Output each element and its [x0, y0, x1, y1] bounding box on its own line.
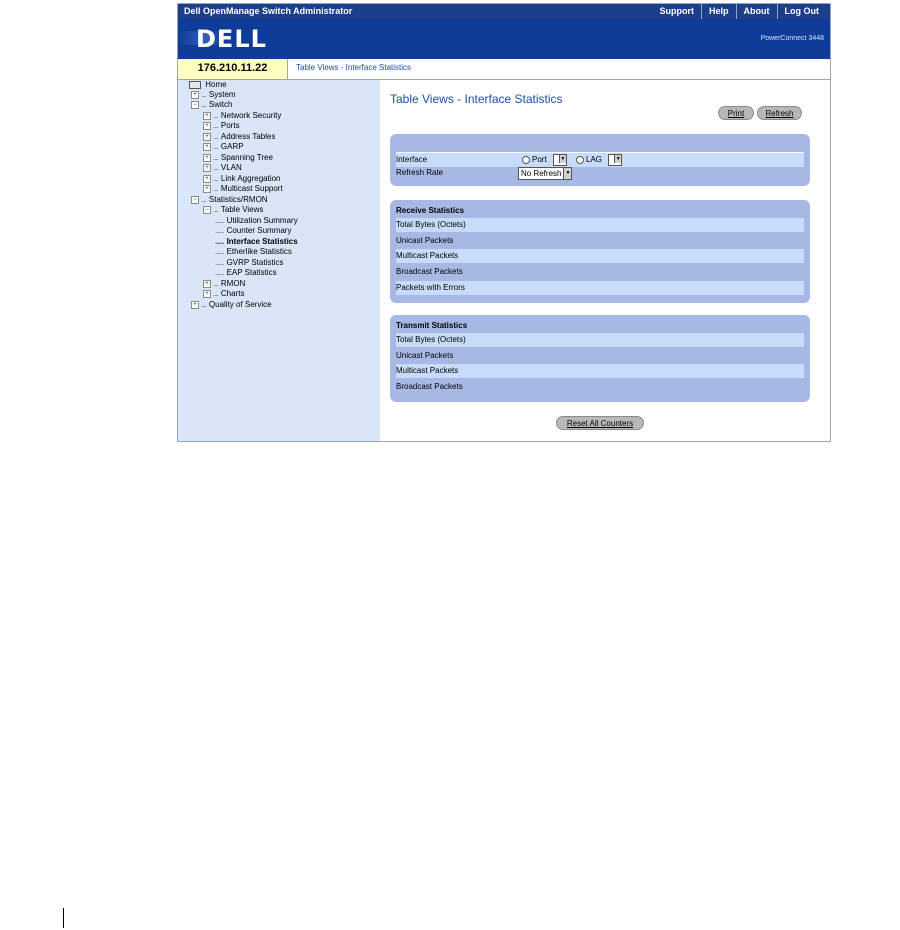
receive-statistics-title: Receive Statistics — [396, 204, 804, 219]
tree-item-label: Counter Summary — [226, 226, 292, 235]
tree-connector: .... — [213, 163, 218, 172]
tree-item-eap-statistics[interactable] — [215, 268, 277, 278]
refresh-button[interactable]: Refresh — [757, 106, 802, 120]
tree-connector: .... — [213, 132, 218, 141]
plus-box-icon[interactable]: + — [203, 154, 211, 162]
dell-logo: DELL — [196, 25, 267, 53]
refresh-rate-value: No Refresh — [521, 169, 562, 178]
interface-row — [396, 152, 804, 167]
leaf-line-icon: ....... — [215, 258, 224, 267]
help-link[interactable]: Help — [701, 4, 736, 19]
tree-item-rmon[interactable] — [203, 279, 245, 289]
tree-item-label: Switch — [208, 100, 233, 109]
tree-item-label: GARP — [220, 142, 244, 151]
support-link[interactable]: Support — [659, 6, 694, 16]
tree-connector: .... — [213, 279, 218, 288]
tree-item-label: Multicast Support — [220, 184, 283, 193]
top-links — [652, 4, 826, 19]
tree-item-gvrp-statistics[interactable] — [215, 258, 283, 268]
plus-box-icon[interactable]: + — [203, 112, 211, 120]
top-menu-bar — [178, 4, 830, 19]
tree-item-label: Address Tables — [220, 132, 276, 141]
plus-box-icon[interactable]: + — [203, 133, 211, 141]
about-link[interactable]: About — [736, 4, 777, 19]
content-area — [380, 80, 830, 442]
tree-connector: .... — [213, 184, 218, 193]
home-icon — [189, 81, 201, 89]
plus-box-icon[interactable]: + — [203, 175, 211, 183]
receive-statistics-panel — [390, 200, 810, 303]
tree-item-multicast-support[interactable] — [203, 184, 283, 194]
tree-item-switch[interactable] — [191, 100, 232, 110]
refresh-rate-row — [396, 166, 804, 180]
port-option — [522, 153, 567, 167]
tree-item-label: Utilization Summary — [226, 216, 298, 225]
leaf-line-icon: ....... — [215, 268, 224, 277]
tree-item-vlan[interactable] — [203, 163, 242, 173]
plus-box-icon[interactable]: + — [191, 301, 199, 309]
tree-item-counter-summary[interactable] — [215, 226, 291, 236]
tree-item-label: Quality of Service — [208, 300, 272, 309]
tree-connector: .... — [213, 205, 218, 214]
navigation-tree — [178, 80, 380, 442]
interface-label: Interface — [396, 155, 428, 164]
tree-connector: .... — [213, 174, 218, 183]
logout-link[interactable]: Log Out — [777, 4, 827, 19]
tree-item-label: Table Views — [220, 205, 264, 214]
tree-item-system[interactable] — [191, 90, 236, 100]
chevron-down-icon: ▼ — [563, 168, 571, 179]
tree-item-label: GVRP Statistics — [226, 258, 284, 267]
port-radio[interactable] — [522, 156, 530, 164]
chevron-down-icon: ▼ — [560, 155, 566, 162]
receive-stat-row: Total Bytes (Octets) — [396, 218, 804, 232]
tree-connector: .... — [201, 100, 206, 109]
tree-item-label: Link Aggregation — [220, 174, 281, 183]
tree-connector: .... — [213, 111, 218, 120]
port-select[interactable] — [553, 154, 567, 166]
minus-box-icon[interactable]: − — [191, 196, 199, 204]
receive-stat-row: Multicast Packets — [396, 249, 804, 263]
receive-stat-row: Broadcast Packets — [396, 267, 463, 276]
transmit-stat-row: Multicast Packets — [396, 364, 804, 378]
plus-box-icon[interactable]: + — [203, 122, 211, 130]
tree-item-network-security[interactable] — [203, 111, 281, 121]
tree-item-statistics-rmon[interactable] — [191, 195, 268, 205]
lag-select[interactable] — [608, 154, 622, 166]
tree-item-table-views[interactable] — [203, 205, 263, 215]
leaf-line-icon: ....... — [215, 237, 224, 246]
tree-connector: .... — [201, 300, 206, 309]
plus-box-icon[interactable]: + — [203, 143, 211, 151]
leaf-line-icon: ....... — [215, 247, 224, 256]
app-window — [177, 3, 831, 442]
plus-box-icon[interactable]: + — [203, 185, 211, 193]
tree-item-label: RMON — [220, 279, 246, 288]
address-bar — [178, 59, 830, 80]
tree-item-label: Network Security — [220, 111, 282, 120]
transmit-statistics-title: Transmit Statistics — [396, 319, 804, 334]
tree-item-address-tables[interactable] — [203, 132, 275, 142]
model-name: PowerConnect 3448 — [760, 35, 824, 42]
transmit-stat-row: Unicast Packets — [396, 351, 454, 360]
transmit-stat-row: Total Bytes (Octets) — [396, 333, 804, 347]
tree-item-interface-statistics[interactable] — [215, 237, 298, 247]
tree-item-label: Interface Statistics — [226, 237, 298, 246]
plus-box-icon[interactable]: + — [203, 290, 211, 298]
port-label: Port — [532, 155, 547, 164]
receive-stat-row: Packets with Errors — [396, 281, 804, 295]
minus-box-icon[interactable]: − — [191, 101, 199, 109]
print-button[interactable]: Print — [718, 106, 754, 120]
plus-box-icon[interactable]: + — [203, 280, 211, 288]
tree-connector: .... — [213, 142, 218, 151]
brand-banner — [178, 19, 830, 59]
refresh-rate-label: Refresh Rate — [396, 168, 444, 177]
tree-item-ports[interactable] — [203, 121, 240, 131]
tree-connector: .... — [201, 90, 206, 99]
leaf-line-icon: ....... — [215, 216, 224, 225]
tree-item-label: Etherlike Statistics — [226, 247, 292, 256]
page-margin-rule — [63, 908, 64, 928]
transmit-stat-row: Broadcast Packets — [396, 382, 463, 391]
plus-box-icon[interactable]: + — [191, 91, 199, 99]
tree-item-link-aggregation[interactable] — [203, 174, 281, 184]
tree-item-label: Ports — [220, 121, 240, 130]
refresh-rate-select[interactable] — [518, 167, 572, 180]
minus-box-icon[interactable]: − — [203, 206, 211, 214]
transmit-statistics-panel — [390, 315, 810, 402]
lag-option — [576, 153, 622, 167]
plus-box-icon[interactable]: + — [203, 164, 211, 172]
chevron-down-icon: ▼ — [615, 155, 621, 162]
app-title: Dell OpenManage Switch Administrator — [184, 6, 353, 16]
lag-radio[interactable] — [576, 156, 584, 164]
leaf-line-icon: ....... — [215, 226, 224, 235]
tree-item-label: Statistics/RMON — [208, 195, 268, 204]
breadcrumb: Table Views - Interface Statistics — [296, 63, 412, 72]
tree-item-etherlike-statistics[interactable] — [215, 247, 292, 257]
interface-panel — [390, 134, 810, 186]
tree-item-quality-of-service[interactable] — [191, 300, 272, 310]
tree-item-label: VLAN — [220, 163, 242, 172]
tree-item-label: System — [208, 90, 236, 99]
tree-connector: .... — [213, 289, 218, 298]
tree-item-home[interactable] — [189, 80, 227, 90]
switch-ip-address: 176.210.11.22 — [178, 59, 288, 79]
tree-item-garp[interactable] — [203, 142, 244, 152]
tree-item-label: Spanning Tree — [220, 153, 273, 162]
tree-item-spanning-tree[interactable] — [203, 153, 273, 163]
tree-connector: .... — [213, 121, 218, 130]
tree-item-label: Charts — [220, 289, 245, 298]
tree-item-utilization-summary[interactable] — [215, 216, 298, 226]
tree-item-label: EAP Statistics — [226, 268, 277, 277]
lag-label: LAG — [586, 155, 603, 164]
tree-connector: .... — [201, 195, 206, 204]
tree-item-label: Home — [205, 80, 227, 89]
tree-connector: .... — [213, 153, 218, 162]
reset-all-counters-button[interactable]: Reset All Counters — [556, 416, 644, 430]
tree-item-charts[interactable] — [203, 289, 244, 299]
page-title: Table Views - Interface Statistics — [390, 92, 563, 106]
receive-stat-row: Unicast Packets — [396, 236, 454, 245]
